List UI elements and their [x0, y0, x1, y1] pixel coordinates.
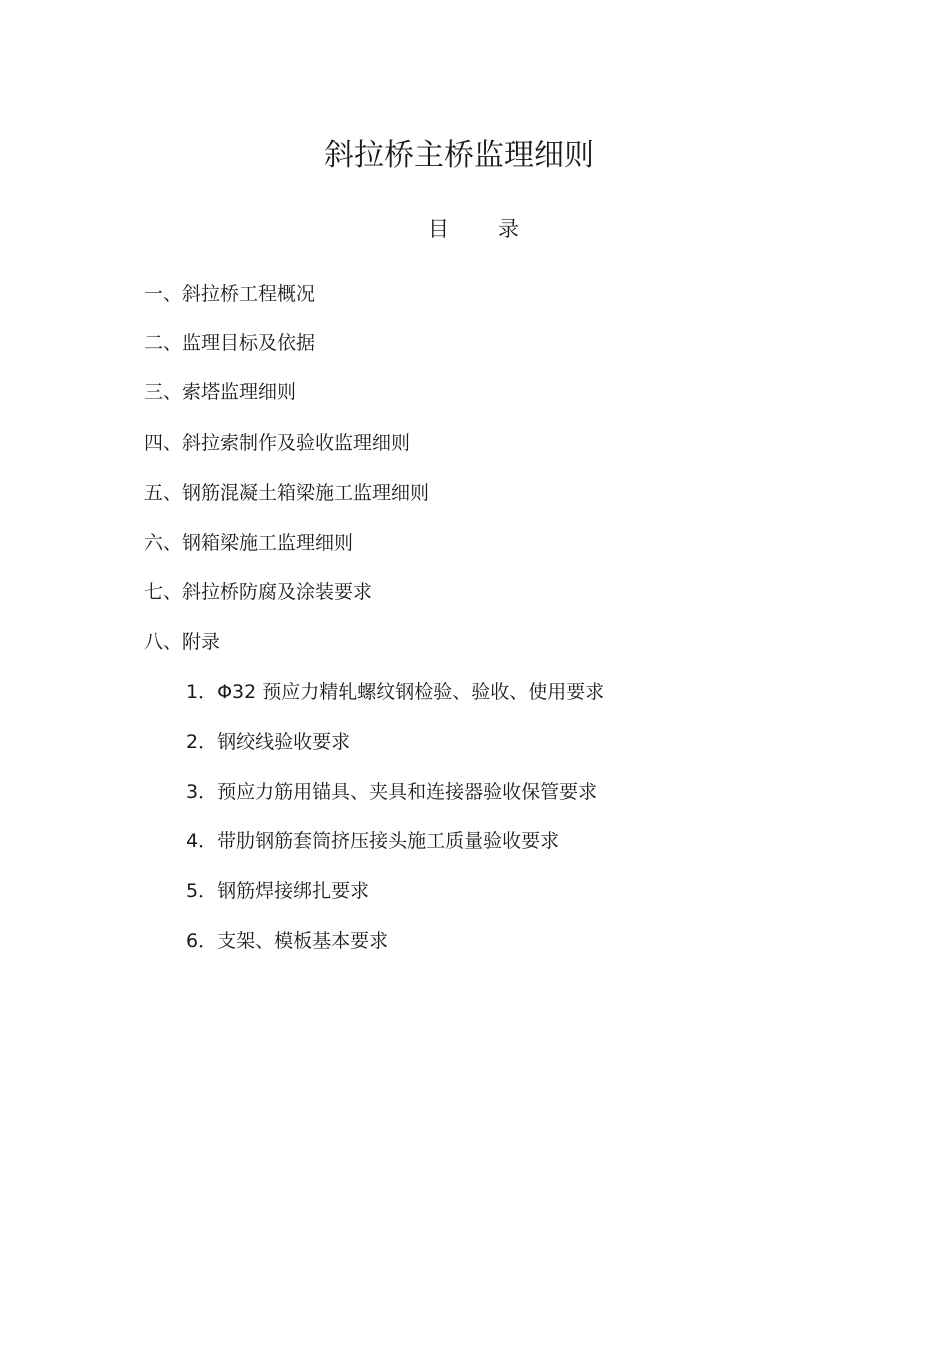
appendix-item-1: 1．Φ32 预应力精轧螺纹钢检验、验收、使用要求	[186, 681, 605, 703]
toc-section-8: 八、附录	[144, 631, 221, 653]
toc-heading-char-2: 录	[498, 217, 519, 241]
appendix-item-4: 4．带肋钢筋套筒挤压接头施工质量验收要求	[186, 830, 560, 852]
appendix-item-3: 3．预应力筋用锚具、夹具和连接器验收保管要求	[186, 781, 598, 803]
appendix-item-6: 6．支架、模板基本要求	[186, 930, 389, 952]
toc-section-1: 一、斜拉桥工程概况	[144, 283, 316, 305]
toc-heading-char-1: 目	[428, 217, 449, 241]
appendix-item-2: 2．钢绞线验收要求	[186, 731, 351, 753]
toc-section-6: 六、钢箱梁施工监理细则	[144, 532, 354, 554]
appendix-item-5: 5．钢筋焊接绑扎要求	[186, 880, 370, 902]
document-title: 斜拉桥主桥监理细则	[324, 138, 594, 173]
toc-section-5: 五、钢筋混凝土箱梁施工监理细则	[144, 482, 430, 504]
toc-section-2: 二、监理目标及依据	[144, 332, 316, 354]
toc-section-7: 七、斜拉桥防腐及涂装要求	[144, 581, 373, 603]
toc-heading	[0, 212, 950, 246]
toc-section-3: 三、索塔监理细则	[144, 381, 297, 403]
toc-section-4: 四、斜拉索制作及验收监理细则	[144, 432, 411, 454]
